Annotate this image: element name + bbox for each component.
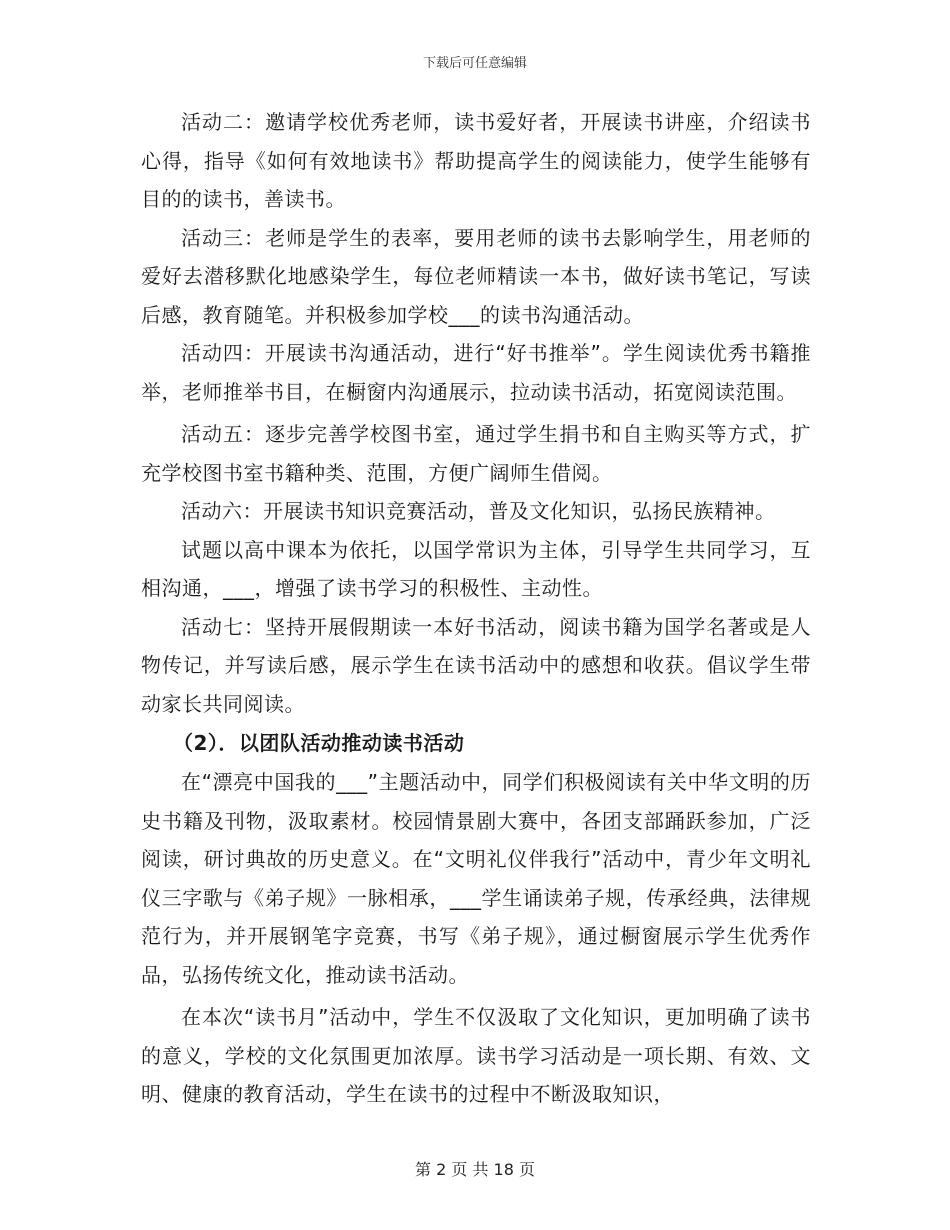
document-body bbox=[141, 103, 811, 1114]
paragraph-activity-6: 活动六：开展读书知识竞赛活动，普及文化知识，弘扬民族精神。 bbox=[181, 499, 776, 523]
section-heading: （2）．以团队活动推动读书活动 bbox=[173, 731, 465, 755]
page-header: 下载后可任意编辑 bbox=[422, 56, 527, 71]
paragraph-activity-3: 活动三：老师是学生的表率，要用老师的读书去影响学生，用老师的爱好去潜移默化地感染学生，每位老师精读一本书，做好读书笔记，写读后感，教育随笔。并积极参加学校___的读书沟通活动。 bbox=[141, 225, 811, 327]
paragraph-team-activity: 在“漂亮中国我的___”主题活动中，同学们积极阅读有关中华文明的历史书籍及刊物，汲取素材。校园情景剧大赛中，各团支部踊跃参加，广泛阅读，研讨典故的历史意义。在“文明礼仪伴我行”活动中，青少年文明礼仪三字歌与《弟子规》一脉相承，___学生诵读弟子规，传承经典，法律规范行为，并开展钢笔字竞赛，书写《弟子规》，通过橱窗展示学生优秀作品，弘扬传统文化，推动读书活动。 bbox=[141, 770, 811, 987]
paragraph-activity-5: 活动五：逐步完善学校图书室，通过学生捐书和自主购买等方式，扩充学校图书室书籍种类、范围，方便广阔师生借阅。 bbox=[141, 422, 811, 485]
paragraph-activity-4: 活动四：开展读书沟通活动，进行“好书推举”。学生阅读优秀书籍推举，老师推举书目，在橱窗内沟通展示，拉动读书活动，拓宽阅读范围。 bbox=[141, 341, 811, 404]
paragraph-reading-month: 在本次“读书月”活动中，学生不仅汲取了文化知识，更加明确了读书的意义，学校的文化氛围更加浓厚。读书学习活动是一项长期、有效、文明、健康的教育活动，学生在读书的过程中不断汲取知识， bbox=[141, 1005, 811, 1106]
paragraph-quiz: 试题以高中课本为依托，以国学常识为主体，引导学生共同学习，互相沟通，___，增强了读书学习的积极性、主动性。 bbox=[141, 537, 811, 600]
paragraph-activity-7: 活动七：坚持开展假期读一本好书活动，阅读书籍为国学名著或是人物传记，并写读后感，展示学生在读书活动中的感想和收获。倡议学生带动家长共同阅读。 bbox=[141, 614, 811, 716]
paragraph-activity-2: 活动二：邀请学校优秀老师，读书爱好者，开展读书讲座，介绍读书心得，指导《如何有效地读书》帮助提高学生的阅读能力，使学生能够有目的的读书，善读书。 bbox=[141, 110, 811, 211]
page-number: 第 2 页 共 18 页 bbox=[415, 1160, 535, 1179]
